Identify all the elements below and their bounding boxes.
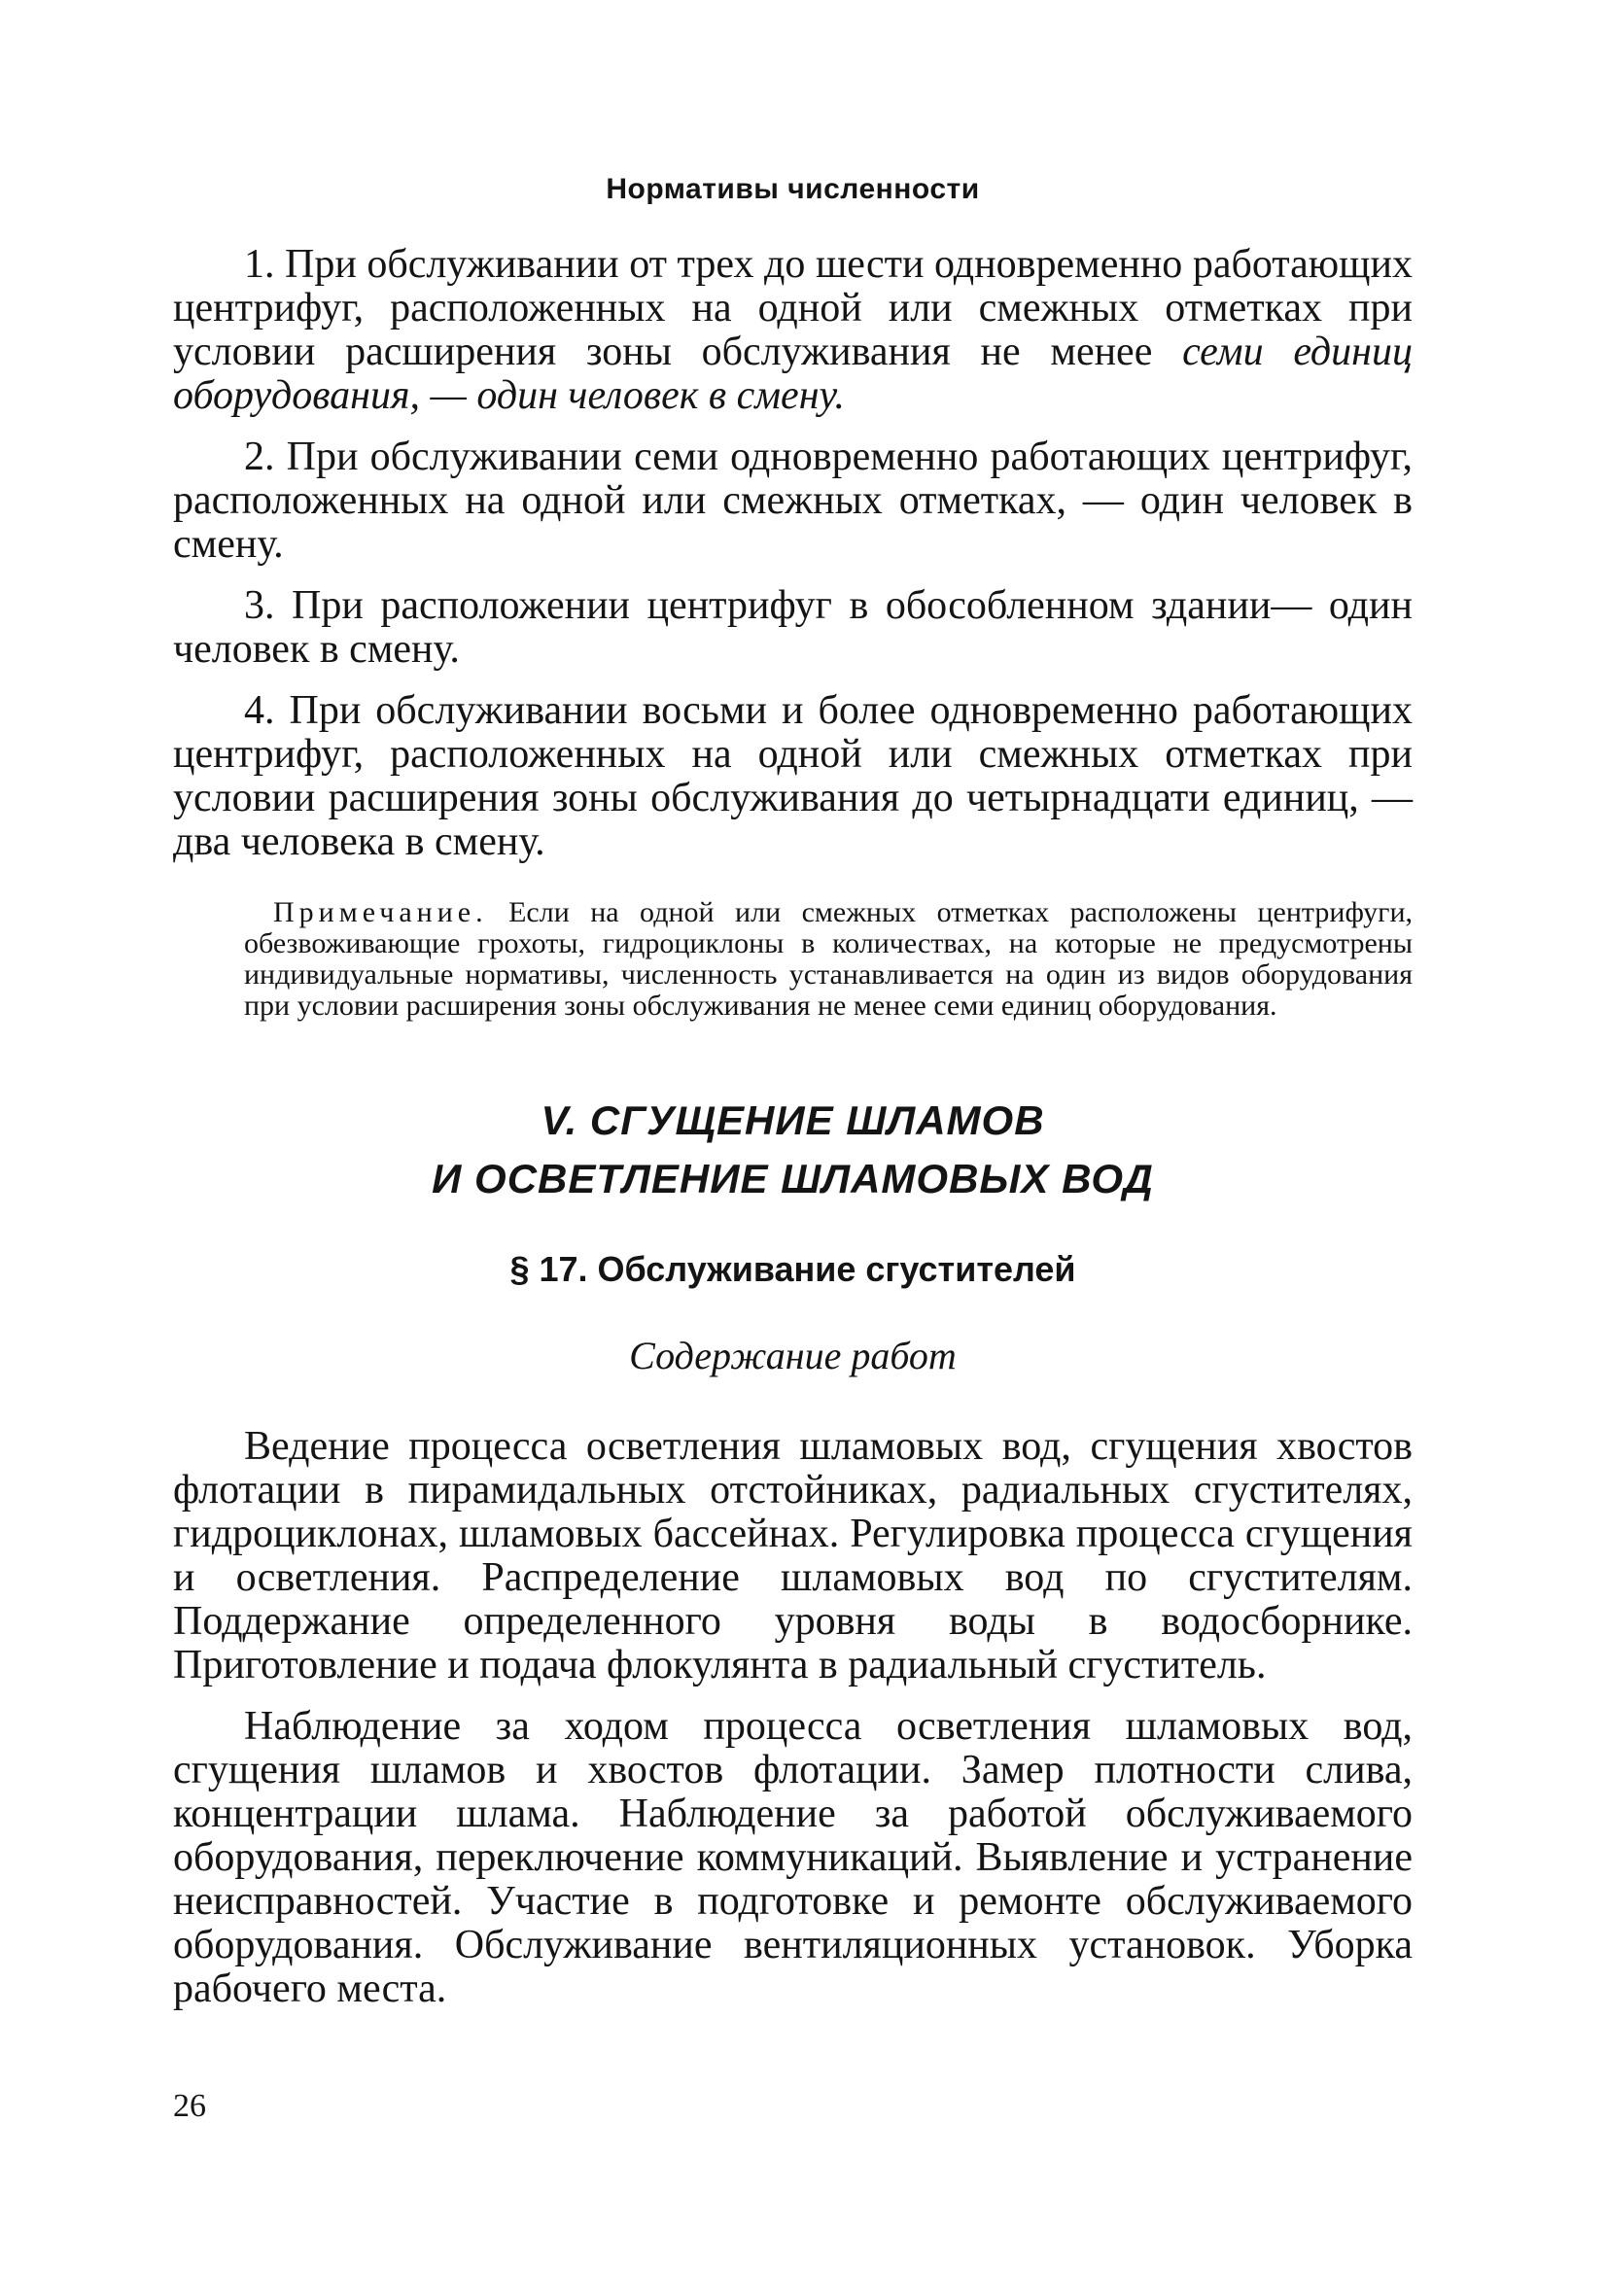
note-label: Примечание. [273, 896, 488, 928]
note-text: Если на одной или смежных отметках расположены центрифуги, обезвоживающие грохоты, гидроциклоны в количествах, на которые не предусмотрены индивидуальные нормативы, численность устанавливается на один из видов оборудования при условии расширения зоны обслуживания не менее семи единиц оборудования. [244, 896, 1413, 1022]
note-paragraph [173, 897, 1413, 1022]
page-content [173, 146, 1413, 2029]
content-paragraph-2: Наблюдение за ходом процесса осветления шламовых вод, сгущения шламов и хвостов флотации. Замер плотности слива, концентрации шлама. Наблюдение за работой обслуживаемого оборудования, переключение коммуникаций. Выявление и устранение неисправностей. Участие в подготовке и ремонте обслуживаемого оборудования. Обслуживание вентиляционных установок. Уборка рабочего места. [173, 1704, 1413, 2011]
page-number: 26 [173, 2088, 206, 2124]
norm-item-1-emphasis: семи единиц оборудования, — один человек в смену. [173, 330, 1413, 418]
norm-item-2: 2. При обслуживании семи одновременно работающих центрифуг, расположенных на одной или смежных отметках, — один человек в смену. [173, 435, 1413, 567]
content-paragraph-1: Ведение процесса осветления шламовых вод, сгущения хвостов флотации в пирамидальных отстойниках, радиальных сгустителях, гидроциклонах, шламовых бассейнах. Регулировка процесса сгущения и осветления. Распределение шламовых вод по сгустителям. Поддержание определенного уровня воды в водосборнике. Приготовление и подача флокулянта в радиальный сгуститель. [173, 1424, 1413, 1687]
section-title-line-1: V. СГУЩЕНИЕ ШЛАМОВ [541, 1097, 1045, 1143]
section-title-line-2: И ОСВЕТЛЕНИЕ ШЛАМОВЫХ ВОД [432, 1156, 1154, 1201]
section-title [173, 1092, 1413, 1208]
content-heading: Содержание работ [629, 1334, 957, 1377]
staffing-norms-heading: Нормативы численности [606, 173, 980, 205]
subsection-title: § 17. Обслуживание сгустителей [509, 1249, 1076, 1289]
norm-item-3: 3. При расположении центрифуг в обособленном здании— один человек в смену. [173, 583, 1413, 672]
norm-item-1: 1. При обслуживании от трех до шести одновременно работающих центрифуг, расположенных на одной или смежных отметках при условии расширения зоны обслуживания не менее семи единиц оборудования, — один человек в смену. [173, 242, 1413, 418]
norm-item-4: 4. При обслуживании восьми и более одновременно работающих центрифуг, расположенных на одной или смежных отметках при условии расширения зоны обслуживания до четырнадцати единиц, — два человека в смену. [173, 688, 1413, 864]
